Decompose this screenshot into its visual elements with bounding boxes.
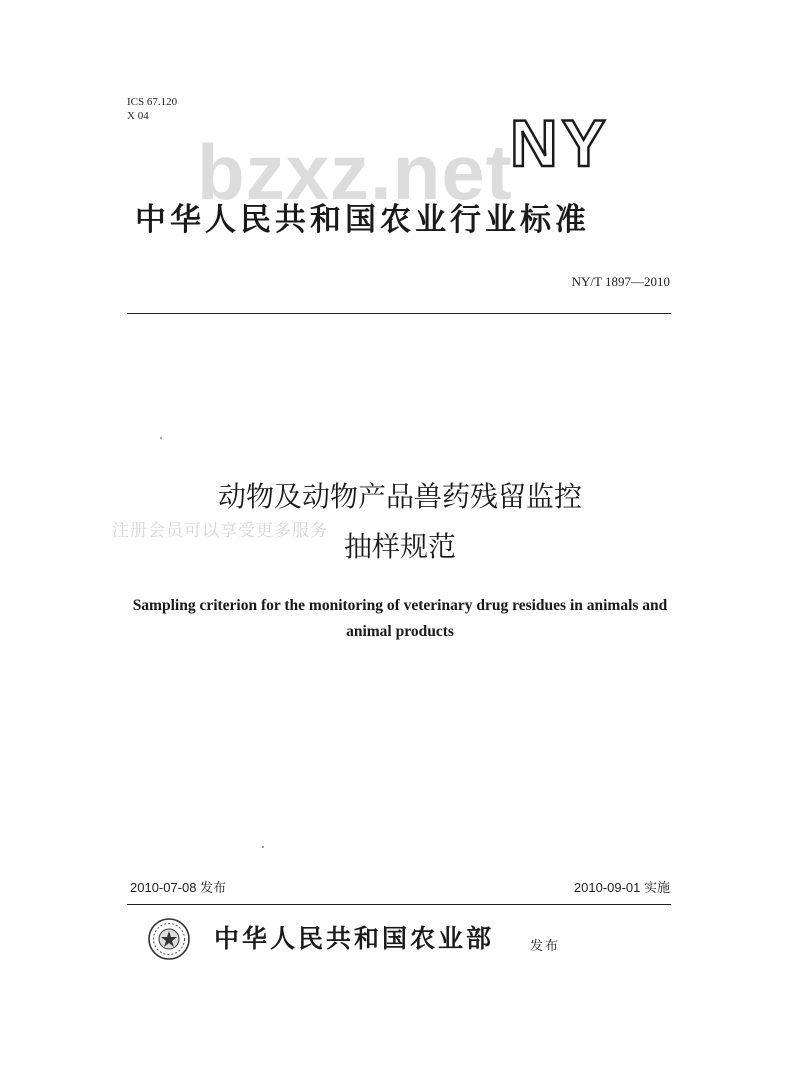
site-watermark: bzxz.net — [197, 128, 513, 216]
header-divider — [127, 313, 671, 314]
national-emblem-seal-icon — [147, 917, 191, 961]
footer-divider — [127, 904, 671, 905]
ics-code: ICS 67.120 — [127, 96, 178, 108]
scan-speck — [262, 846, 264, 848]
scan-speck — [160, 437, 162, 439]
standard-category-title: 中华人民共和国农业行业标准 — [135, 202, 590, 238]
class-code: X 04 — [127, 110, 149, 122]
document-title-line-1: 动物及动物产品兽药残留监控 — [217, 480, 582, 513]
effective-date: 2010-09-01 实施 — [573, 880, 670, 895]
publisher-suffix: 发布 — [530, 939, 561, 954]
publisher-name: 中华人民共和国农业部 — [214, 924, 495, 953]
document-title-line-2: 抽样规范 — [343, 530, 456, 563]
ny-logo: NY — [510, 106, 610, 180]
ghost-overlay-text: 注册会员可以享受更多服务 — [112, 521, 328, 541]
document-title-english: Sampling criterion for the monitoring of veterinary drug residues in animals and animal products — [132, 597, 668, 640]
standard-number: NY/T 1897—2010 — [571, 274, 670, 289]
classification-codes — [127, 95, 177, 123]
issue-date: 2010-07-08 发布 — [130, 880, 227, 895]
